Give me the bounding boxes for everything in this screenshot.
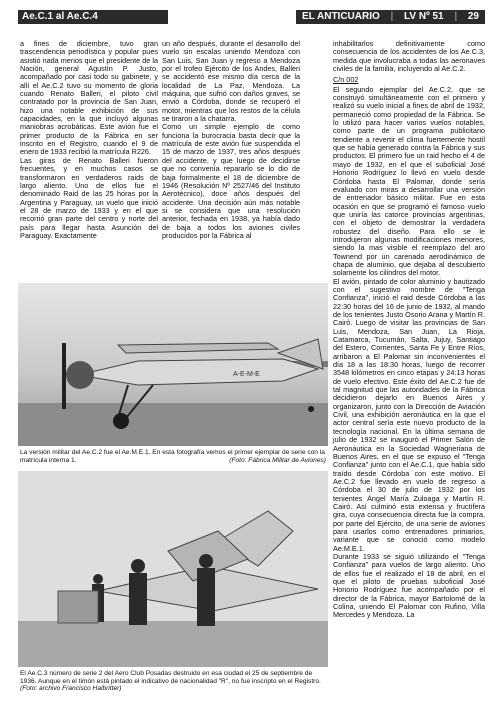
aircraft-wreck-photo [18, 471, 328, 667]
caption-text: El Ae.C.3 número de serie 2 del Aero Club Posadas destruido en esa ciudad el 25 de septiembre de 1936. Aunque en el timón está pintado el indicativo de nacionalidad "R", no fue inscripto en el Registro. [20, 670, 321, 685]
photo-caption-1 [20, 449, 326, 464]
page-number: 29 [467, 11, 479, 22]
body-text: a fines de diciembre, tuvo gran trascendencia periodística y popular pues asistió nada menos que el presidente de la Nación, general Agustín P. Justo, acompañado por casi todo su gabinete, y allí el Ae.C.2 tuvo su momento de gloria cuando Renato Balleri, el piloto civil contratado por la provincia de San Juan, hizo una notable exhibición de sus capacidades, en la que incluyó algunas maniobras acrobáticas. Este avión fue el primer producto de la Fábrica en ser inscrito en el Registro, cuando el 9 de enero de 1933 recibió la matrícula R226. Las giras de Renato Balleri fueron frecuentes, y en muchos casos se transformaron en verdaderos raids de largo aliento. Uno de ellos fue el denominado Raid de las 25 horas por la Argentina y Paraguay, un vuelo que inició el 28 de marzo de 1933 y en el que recorrió gran parte del centro y norte del país para llegar hasta Asunción del Paraguay. Exactamente [20, 39, 158, 240]
body-text: inhabilitarlos definitivamente como consecuencia de los accidentes de los Ae.C.3, medida que involucraba a todas las aeronaves civiles de la familia, incluyendo al Ae.C.2. [333, 39, 485, 74]
body-text: un año después, durante el desarrollo del vuelo sin escalas uniendo Mendoza con San Luis, San Juan y regreso a Mendoza por el trofeo Ejército de los Andes, Balleri se accidentó ese mismo día cerca de la localidad de La Paz, Mendoza. La máquina, que sufrió con daños graves, se envió a Córdoba, donde se recuperó el motor, mientras que los restos de la célula se tiraron a la chatarra. Como un simple ejemplo de como funciona la burocracia basta decir que la matrícula de este avión fue suspendida el 15 de marzo de 1937, tres años después del accidente, y que luego de decidirse que no convenía repararlo se lo dio de baja formalmente el 18 de diciembre de 1946 (Resolución Nº 2527/46 del Instituto Aerotécnico), doce años después del accidente. Una decisión aún más notable si se considera que una resolución anterior, fechada en 1938, ya había dado de baja a todos los aviones civiles producidos por la Fábrica al [162, 39, 300, 240]
text-column-3 [333, 40, 485, 620]
photo-credit: (Foto: archivo Francisco Halbritter) [20, 685, 122, 693]
monoplane-illustration [18, 283, 328, 446]
header-divider: | [454, 11, 458, 22]
section-subheading: C/n 002 [333, 75, 359, 85]
photo-caption-2 [20, 670, 326, 693]
magazine-header-bar [296, 10, 485, 24]
aircraft-photo-aemE1 [18, 283, 328, 446]
article-title: Ae.C.1 al Ae.C.4 [22, 11, 98, 22]
body-text: El segundo ejemplar del Ae.C.2, que se construyó simultáneamente con el primero y realizó su vuelo inicial a fines de abril de 1932, permaneció como propiedad de la Fábrica. Se lo utilizó para hacer varios vuelos notables, como parte de un programa publicitario tendiente a revertir el clima fuertemente hostil que se había generado contra la Fábrica y sus productos. El primero fue un raid hecho el 4 de mayo de 1932, en el que el suboficial José Honorio Rodríguez lo llevó en vuelo desde Córdoba hasta El Palomar, donde sería evaluado con miras a desarrollar una versión de entrenador básico militar. Fue en esta ocasión en que se programó el famoso vuelo que uniría las catorce provincias argentinas, con el objeto de demostrar la verdadera robustez del diseño. Para ello se le introdujeron algunas modificaciones menores, siendo la mas visible el reemplazo del aro Townend por un carenado aerodinámico de chapa de aluminio, que dejaba al descubierto solamente los cilindros del motor. El avión, pintado de color aluminio y bautizado con el sugestivo nombre de "Tenga Confianza", inició el raid desde Córdoba a las 22:30 horas del 16 de junio de 1932, al mando de los tenientes Justo Osorio Arana y Martín R. Cairó. Luego de visitar las provincias de San Luis, Mendoza, San Juan, La Rioja, Catamarca, Tucumán, Salta, Jujuy, Santiago del Estero, Corrientes, Santa Fe y Entre Ríos, arribaron a El Palomar sin inconvenientes el día 18 a las 18:30 horas, luego de recorrer 3548 kilómetros en cinco etapas y 24:13 horas de vuelo efectivo. Este éxito del Ae.C.2 fue de tal magnitud que las autoridades de la Fábrica decidieron dejarlo en Buenos Aires y organizaron, junto con la Dirección de Aviación Civil, una exhibición aeronáutica en la que el actor central sería este nuevo producto de la tecnología nacional. En la última semana de julio de 1932 se inauguró el Primer Salón de Aeronáutica en la Sociedad Wagneriana de Buenos Aires, en el que se expuso el "Tenga Confianza" junto con el Ae.C.1, que había sido traído desde Córdoba con este motivo. El Ae.C.2 fue llevado en vuelo de regreso a Córdoba el 30 de julio de 1932 por los tenientes Ángel María Zuloaga y Martín R. Cairó. Así culminó esta extensa y fructífera gira, cuya consecuencia directa fue la compra, por parte del Ejército, de una serie de aviones para usarlos como entrenadores primarios, variante que se conoció como modelo Ae.M.E.1. Durante 1933 se siguió utilizando el "Tenga Confianza" para vuelos de largo aliento. Uno de ellos fue el realizado el 18 de abril, en el que el piloto de pruebas suboficial José Honorio Rodríguez fue acompañado por el director de la Fábrica, mayor Bartolomé de la Colina, uniendo El Palomar con Rufino, Villa Mercedes y Mendoza. La [333, 84, 485, 620]
wreck-illustration [18, 471, 328, 667]
photo-credit: (Foto: Fábrica Militar de Aviones) [229, 456, 326, 464]
caption-text: La versión militar del Ae.C.2 fue el Ae.M.E.1. En esta fotografía vemos el primer ejemplar de serie con la matrícula interna 1. [20, 449, 325, 464]
text-column-2 [162, 40, 300, 240]
text-column-1 [20, 40, 158, 240]
aircraft-marking: A-E-M-E [233, 371, 260, 378]
header-divider: | [390, 11, 394, 22]
article-title-bar [18, 10, 168, 24]
issue-number: LV Nº 51 [404, 11, 444, 22]
magazine-name: EL ANTICUARIO [302, 11, 380, 22]
